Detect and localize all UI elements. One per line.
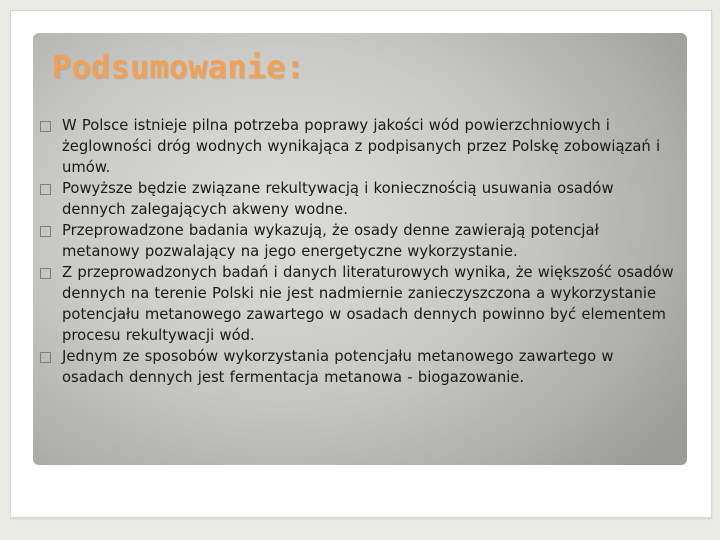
bullet-item xyxy=(40,346,676,388)
bullet-item xyxy=(40,220,676,262)
bullet-item xyxy=(40,115,676,178)
bullet-item xyxy=(40,178,676,220)
square-bullet-icon xyxy=(40,352,51,363)
bullet-text: Z przeprowadzonych badań i danych literaturowych wynika, że większość osadów dennych na terenie Polski nie jest nadmiernie zanieczyszczona a wykorzystanie potencjału metanowego zawartego w osadach dennych powinno być elementem procesu rekultywacji wód. xyxy=(62,264,674,344)
bullet-item xyxy=(40,262,676,346)
bullet-text: Przeprowadzone badania wykazują, że osady denne zawierają potencjał metanowy pozwalający na jego energetyczne wykorzystanie. xyxy=(62,222,599,260)
square-bullet-icon xyxy=(40,268,51,279)
square-bullet-icon xyxy=(40,184,51,195)
bullet-text: Powyższe będzie związane rekultywacją i koniecznością usuwania osadów dennych zalegających akweny wodne. xyxy=(62,180,614,218)
bullet-list xyxy=(40,115,676,388)
square-bullet-icon xyxy=(40,226,51,237)
bullet-text: W Polsce istnieje pilna potrzeba poprawy jakości wód powierzchniowych i żeglowności dróg wodnych wynikająca z podpisanych przez Polskę zobowiązań i umów. xyxy=(62,117,661,176)
square-bullet-icon xyxy=(40,121,51,132)
slide-title: Podsumowanie: xyxy=(52,48,306,86)
bullet-text: Jednym ze sposobów wykorzystania potencjału metanowego zawartego w osadach dennych jest fermentacja metanowa - biogazowanie. xyxy=(62,348,614,386)
